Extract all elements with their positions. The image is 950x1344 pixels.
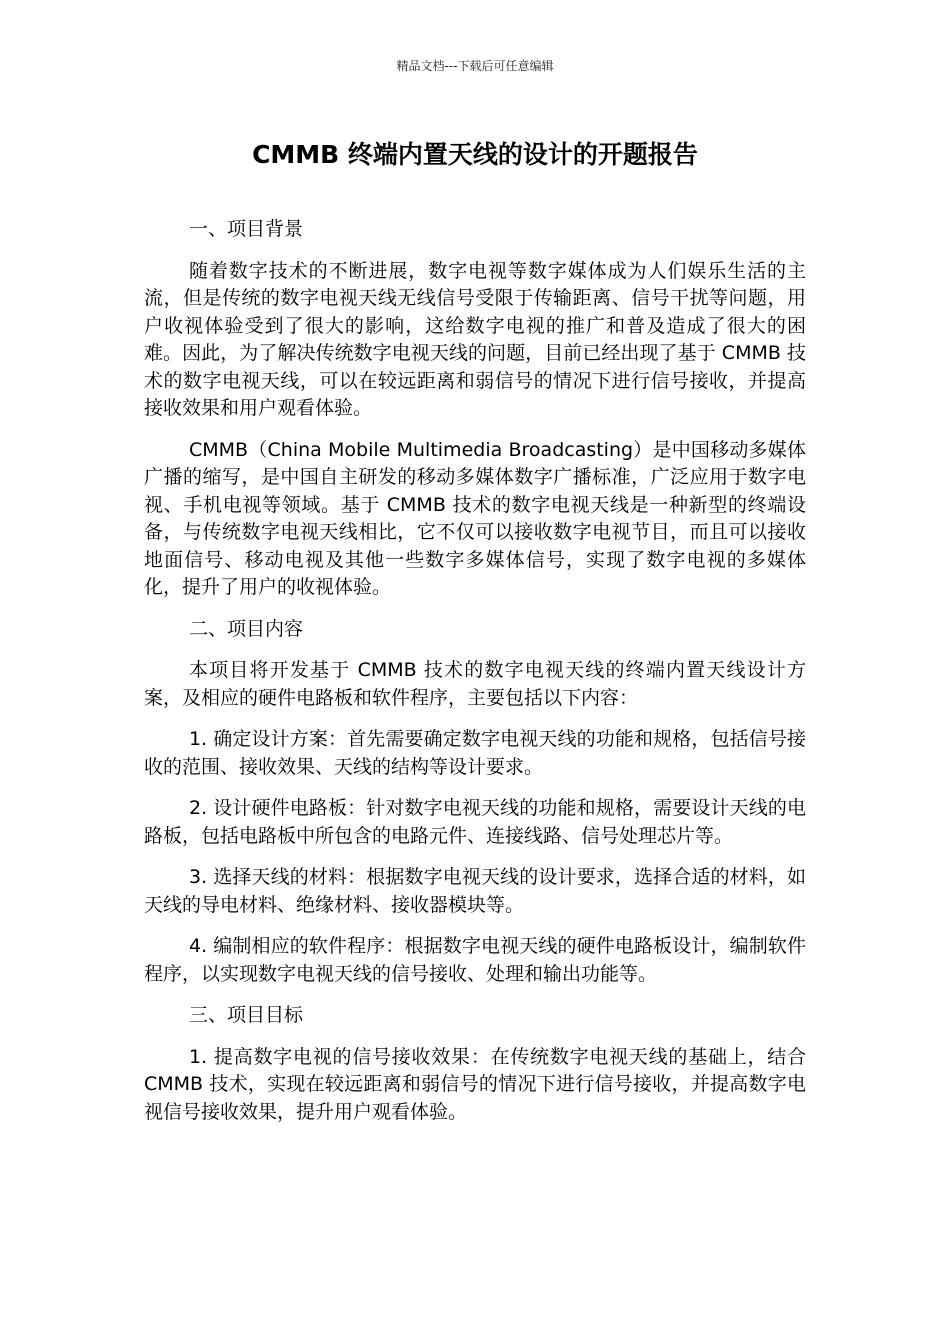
list-item-content-2: 2. 设计硬件电路板：针对数字电视天线的功能和规格，需要设计天线的电路板，包括电路板中所包含的电路元件、连接线路、信号处理芯片等。 [144, 797, 806, 847]
section-heading-background: 一、项目背景 [189, 218, 304, 240]
list-item-content-1: 1. 确定设计方案：首先需要确定数字电视天线的功能和规格，包括信号接收的范围、接收效果、天线的结构等设计要求。 [144, 728, 806, 778]
paragraph-background-2: CMMB（China Mobile Multimedia Broadcasting）是中国移动多媒体广播的缩写，是中国自主研发的移动多媒体数字广播标准，广泛应用于数字电视、手机电视等领域。基于 CMMB 技术的数字电视天线是一种新型的终端设备，与传统数字电视天线相比，它不仅可以接收数字电视节目，而且可以接收地面信号、移动电视及其他一些数字多媒体信号，实现了数字电视的多媒体化，提升了用户的收视体验。 [144, 438, 806, 598]
document-title: CMMB 终端内置天线的设计的开题报告 [252, 140, 698, 169]
paragraph-background-1: 随着数字技术的不断进展，数字电视等数字媒体成为人们娱乐生活的主流，但是传统的数字电视天线无线信号受限于传输距离、信号干扰等问题，用户收视体验受到了很大的影响，这给数字电视的推广和普及造成了很大的困难。因此，为了解决传统数字电视天线的问题，目前已经出现了基于 CMMB 技术的数字电视天线，可以在较远距离和弱信号的情况下进行信号接收，并提高接收效果和用户观看体验。 [144, 259, 806, 419]
section-heading-goals: 三、项目目标 [189, 1004, 304, 1026]
list-item-content-3: 3. 选择天线的材料：根据数字电视天线的设计要求，选择合适的材料，如天线的导电材料、绝缘材料、接收器模块等。 [144, 866, 806, 916]
section-heading-content: 二、项目内容 [189, 617, 304, 640]
list-item-content-4: 4. 编制相应的软件程序：根据数字电视天线的硬件电路板设计，编制软件程序，以实现数字电视天线的信号接收、处理和输出功能等。 [144, 935, 806, 985]
document-body [144, 216, 806, 1140]
page-header-watermark: 精品文档---下载后可任意编辑 [396, 59, 554, 73]
list-item-goals-1: 1. 提高数字电视的信号接收效果：在传统数字电视天线的基础上，结合 CMMB 技术，实现在较远距离和弱信号的情况下进行信号接收，并提高数字电视信号接收效果，提升用户观看体验。 [144, 1045, 806, 1123]
paragraph-content-intro: 本项目将开发基于 CMMB 技术的数字电视天线的终端内置天线设计方案，及相应的硬件电路板和软件程序，主要包括以下内容： [144, 659, 806, 709]
